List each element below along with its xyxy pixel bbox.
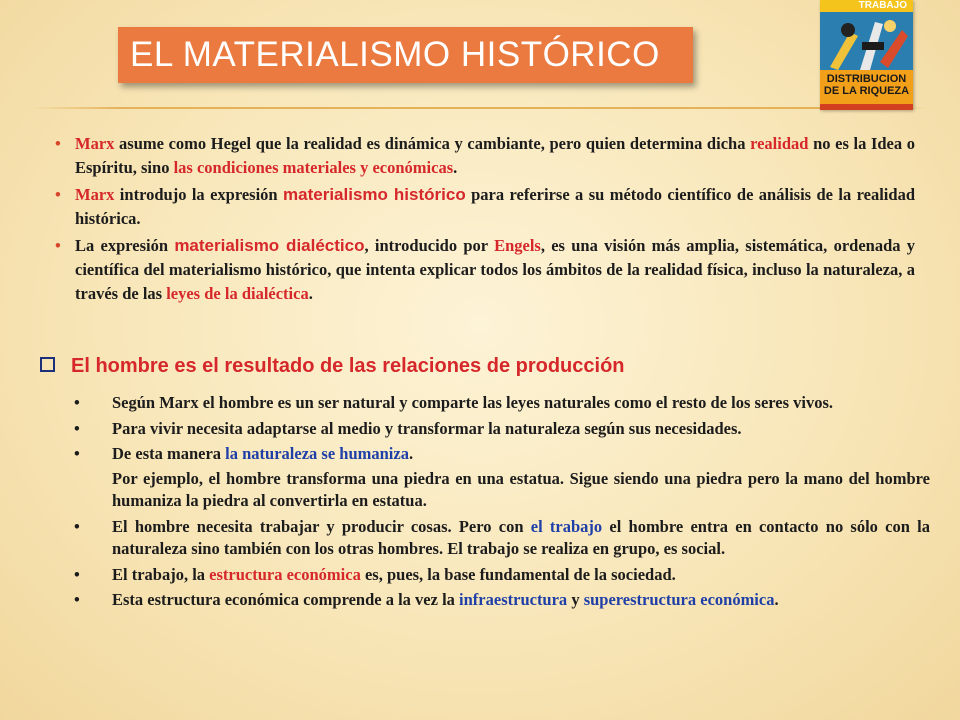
highlighted-text: las condiciones materiales y económicas <box>173 158 454 177</box>
highlighted-text: Marx <box>75 134 115 153</box>
section-heading-text: El hombre es el resultado de las relaciones de producción <box>71 355 625 377</box>
highlighted-text: superestructura económica <box>583 590 775 609</box>
detail-bullet <box>74 443 930 513</box>
highlighted-text: infraestructura <box>459 590 568 609</box>
intro-bullet <box>55 234 915 306</box>
highlighted-text: realidad <box>750 134 809 153</box>
highlighted-text: materialismo dialéctico <box>174 236 365 255</box>
bullet-icon: • <box>74 418 80 438</box>
text-run: De esta manera <box>112 444 226 463</box>
intro-bullet-list <box>55 132 915 309</box>
highlighted-text: materialismo histórico <box>283 185 466 204</box>
checkbox-bullet-icon <box>40 357 55 372</box>
text-run: el hombre entra en contacto no sólo con la naturaleza sino también con los otras hombres. El trabajo se realiza en grupo, es social. <box>112 516 930 558</box>
text-run: y <box>567 590 584 609</box>
poster-banner-line2: DE LA RIQUEZA <box>823 85 910 97</box>
text-run: no es la Idea o Espíritu, sino <box>75 134 915 177</box>
text-run: Para vivir necesita adaptarse al medio y transformar la naturaleza según sus necesidades. <box>112 418 742 438</box>
poster-image <box>820 0 913 110</box>
poster-banner-line1: DISTRIBUCION <box>826 73 907 85</box>
text-run: asume como Hegel que la realidad es dinámica y cambiante, pero quien determina dicha <box>114 134 751 153</box>
highlighted-text: estructura económica <box>209 564 361 584</box>
title-divider <box>30 107 930 109</box>
highlighted-text: la naturaleza se humaniza <box>225 444 409 463</box>
highlighted-text: el trabajo <box>530 516 603 536</box>
bullet-icon: • <box>74 564 80 584</box>
text-run: es, pues, la base fundamental de la sociedad. <box>360 564 676 584</box>
text-run: . <box>308 284 313 303</box>
text-run: Esta estructura económica comprende a la vez la <box>112 590 460 609</box>
detail-bullet <box>74 392 930 415</box>
slide-title: EL MATERIALISMO HISTÓRICO <box>118 27 693 83</box>
bullet-icon: • <box>55 185 61 204</box>
example-paragraph: Por ejemplo, el hombre transforma una piedra en una estatua. Sigue siendo una piedra pero la mano del hombre humaniza la piedra al convertirla en estatua. <box>112 468 930 510</box>
section-heading <box>40 352 920 380</box>
highlighted-text: Engels <box>494 236 541 255</box>
detail-bullet-list <box>74 392 930 615</box>
text-run: . <box>408 444 414 463</box>
detail-bullet <box>74 418 930 441</box>
text-run: , introducido por <box>364 236 495 255</box>
bullet-icon: • <box>74 444 80 463</box>
intro-bullet <box>55 132 915 180</box>
detail-bullet <box>74 589 930 612</box>
detail-bullet <box>74 564 930 587</box>
bullet-icon: • <box>55 236 61 255</box>
highlighted-text: leyes de la dialéctica <box>166 284 309 303</box>
text-run: . <box>453 158 458 177</box>
bullet-icon: • <box>55 134 61 153</box>
text-run: El hombre necesita trabajar y producir cosas. Pero con <box>112 516 531 536</box>
text-run: El trabajo, la <box>112 564 210 584</box>
intro-bullet <box>55 183 915 231</box>
poster-banner <box>820 70 913 104</box>
highlighted-text: Marx <box>75 185 115 204</box>
tools-illustration <box>820 12 913 72</box>
bullet-icon: • <box>74 590 80 609</box>
bullet-icon: • <box>74 516 80 536</box>
text-run: introdujo la expresión <box>114 185 284 204</box>
detail-bullet <box>74 516 930 561</box>
poster-top-label: TRABAJO <box>820 0 913 12</box>
text-run: para referirse a su método científico de análisis de la realidad histórica. <box>75 185 915 228</box>
bullet-icon: • <box>74 393 80 412</box>
text-run: . <box>774 590 779 609</box>
text-run: Según Marx el hombre es un ser natural y comparte las leyes naturales como el resto de los seres vivos. <box>112 393 834 412</box>
text-run: , es una visión más amplia, sistemática, ordenada y científica del materialismo histórico, que intenta explicar todos los ámbitos de la realidad física, incluso la naturaleza, a través de las <box>75 236 916 303</box>
text-run: La expresión <box>75 236 175 255</box>
poster-footer <box>820 104 913 110</box>
